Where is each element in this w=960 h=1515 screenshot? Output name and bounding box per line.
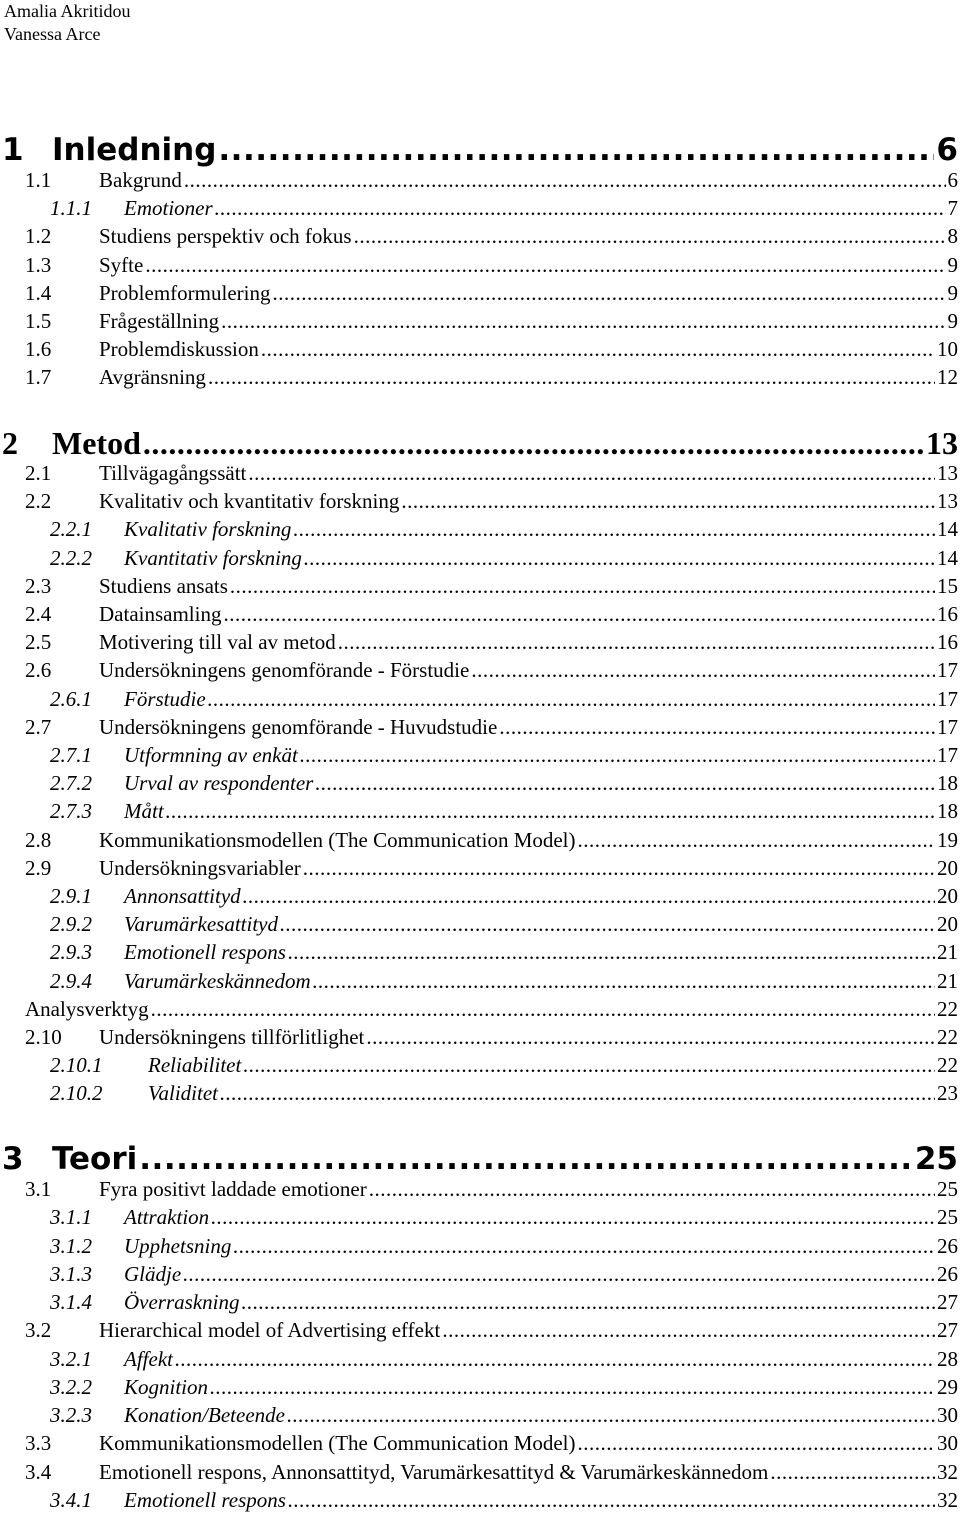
toc-section-entry[interactable]	[0, 856, 958, 881]
toc-subsection-entry[interactable]	[0, 1403, 958, 1428]
toc-entry-title: Emotioner	[124, 196, 213, 220]
toc-entry-title: Syfte	[99, 253, 144, 277]
toc-subsection-entry[interactable]	[0, 743, 958, 768]
toc-entry-number: 3.1.4	[50, 1290, 92, 1314]
toc-entry-page-number: 27	[937, 1290, 958, 1314]
toc-entry-page-number: 16	[937, 630, 958, 654]
toc-entry-title: Fyra positivt laddade emotioner	[99, 1177, 367, 1201]
toc-entry-page-number: 9	[947, 309, 958, 333]
dot-leader	[139, 1141, 913, 1177]
dot-leader	[287, 1403, 935, 1428]
dot-leader	[243, 1053, 935, 1078]
dot-leader	[578, 1431, 935, 1456]
toc-entry-page-number: 30	[937, 1403, 958, 1427]
toc-entry-number: 3.1.1	[50, 1205, 92, 1229]
toc-entry-page-number: 32	[937, 1460, 958, 1484]
toc-entry-number: 3.2.1	[50, 1347, 92, 1371]
toc-entry-page-number: 14	[937, 517, 958, 541]
toc-subsection-entry[interactable]	[0, 546, 958, 571]
toc-section-entry[interactable]	[0, 1025, 958, 1050]
toc-entry-page-number: 10	[937, 337, 958, 361]
toc-entry-page-number: 20	[937, 884, 958, 908]
toc-entry-page-number: 15	[937, 574, 958, 598]
toc-entry-page-number: 8	[947, 224, 958, 248]
toc-entry-number: 1	[2, 132, 24, 168]
toc-entry-page-number: 22	[937, 997, 958, 1021]
toc-entry-title: Utformning av enkät	[124, 743, 298, 767]
toc-subsection-entry[interactable]	[0, 1262, 958, 1287]
dot-leader	[211, 1205, 935, 1230]
toc-entry-title: Kvalitativ och kvantitativ forskning	[99, 489, 400, 513]
toc-entry-page-number: 21	[937, 940, 958, 964]
toc-entry-number: 2.9.3	[50, 940, 92, 964]
toc-subsection-entry[interactable]	[0, 940, 958, 965]
toc-section-entry[interactable]	[0, 168, 958, 193]
toc-entry-number: 1.2	[25, 224, 52, 248]
toc-entry-page-number: 25	[914, 1141, 958, 1177]
toc-entry-title: Upphetsning	[124, 1234, 232, 1258]
toc-entry-title: Mått	[124, 799, 164, 823]
toc-entry-page-number: 9	[947, 281, 958, 305]
toc-entry-title: Förstudie	[124, 687, 206, 711]
toc-entry-title: Undersökningsvariabler	[99, 856, 301, 880]
toc-entry-title: Analysverktyg	[25, 997, 149, 1021]
toc-entry-page-number: 22	[937, 1025, 958, 1049]
toc-entry-title: Hierarchical model of Advertising effekt	[99, 1318, 441, 1342]
toc-entry-page-number: 6	[936, 132, 958, 168]
toc-entry-title: Överraskning	[124, 1290, 240, 1314]
dot-leader	[241, 1290, 935, 1315]
dot-leader	[366, 1025, 935, 1050]
toc-entry-title: Studiens perspektiv och fokus	[99, 224, 352, 248]
toc-entry-number: 1.3	[25, 253, 52, 277]
toc-entry-page-number: 22	[937, 1053, 958, 1077]
toc-subsection-entry[interactable]	[0, 1290, 958, 1315]
dot-leader	[243, 884, 935, 909]
dot-leader	[300, 743, 935, 768]
toc-entry-page-number: 27	[937, 1318, 958, 1342]
toc-entry-title: Teori	[52, 1141, 138, 1177]
toc-entry-number: 2.1	[25, 461, 52, 485]
toc-entry-number: 2.6.1	[50, 687, 92, 711]
toc-entry-title: Undersökningens genomförande - Huvudstudie	[99, 715, 498, 739]
toc-entry-number: 2.4	[25, 602, 52, 626]
toc-entry-page-number: 21	[937, 969, 958, 993]
toc-entry-title: Kvalitativ forskning	[124, 517, 292, 541]
dot-leader	[578, 828, 935, 853]
toc-entry-number: 2.6	[25, 658, 52, 682]
dot-leader	[369, 1177, 935, 1202]
toc-entry-number: 1.7	[25, 365, 52, 389]
toc-subsection-entry[interactable]	[0, 912, 958, 937]
toc-entry-number: 2.7.1	[50, 743, 92, 767]
dot-leader	[143, 425, 924, 462]
toc-entry-title: Affekt	[124, 1347, 173, 1371]
toc-entry-title: Problemformulering	[99, 281, 271, 305]
toc-entry-number: 1.6	[25, 337, 52, 361]
toc-entry-page-number: 13	[926, 425, 958, 461]
toc-subsection-entry[interactable]	[0, 969, 958, 994]
toc-subsection-entry[interactable]	[0, 196, 958, 221]
dot-leader	[220, 1081, 935, 1106]
toc-section-entry[interactable]	[0, 365, 958, 390]
toc-entry-number: 3.2.3	[50, 1403, 92, 1427]
toc-entry-title: Studiens ansats	[99, 574, 228, 598]
toc-section-entry[interactable]	[0, 1460, 958, 1485]
toc-entry-title: Varumärkesattityd	[124, 912, 278, 936]
dot-leader	[499, 715, 935, 740]
toc-entry-number: 3.1.2	[50, 1234, 92, 1258]
dot-leader	[175, 1347, 935, 1372]
toc-subsection-entry[interactable]	[0, 1488, 958, 1513]
dot-leader	[471, 658, 935, 683]
toc-entry-title: Kognition	[124, 1375, 209, 1399]
dot-leader	[208, 365, 935, 390]
toc-entry-page-number: 17	[937, 715, 958, 739]
toc-entry-number: 2.9.2	[50, 912, 92, 936]
toc-chapter-entry[interactable]	[0, 1141, 958, 1177]
dot-leader	[338, 630, 935, 655]
toc-subsection-entry[interactable]	[0, 1053, 958, 1078]
toc-entry-number: 1.1.1	[50, 196, 92, 220]
toc-entry-number: 2.7	[25, 715, 52, 739]
dot-leader	[770, 1460, 935, 1485]
toc-entry-title: Datainsamling	[99, 602, 222, 626]
toc-section-entry[interactable]	[0, 630, 958, 655]
toc-entry-page-number: 30	[937, 1431, 958, 1455]
toc-entry-number: 3.1	[25, 1177, 52, 1201]
toc-entry-title: Bakgrund	[99, 168, 182, 192]
toc-entry-number: 2.9.1	[50, 884, 92, 908]
toc-entry-page-number: 16	[937, 602, 958, 626]
toc-subsection-entry[interactable]	[0, 1375, 958, 1400]
toc-entry-number: 1.5	[25, 309, 52, 333]
toc-entry-title: Undersökningens genomförande - Förstudie	[99, 658, 470, 682]
toc-entry-title: Metod	[52, 425, 141, 461]
toc-section-entry[interactable]	[0, 828, 958, 853]
dot-leader	[303, 856, 935, 881]
toc-entry-number: 2.7.3	[50, 799, 92, 823]
toc-entry-title: Kommunikationsmodellen (The Communication Model)	[99, 1431, 576, 1455]
toc-entry-number: 2.2	[25, 489, 52, 513]
dot-leader	[151, 997, 935, 1022]
toc-entry-title: Motivering till val av metod	[99, 630, 336, 654]
toc-section-entry[interactable]	[0, 281, 958, 306]
toc-entry-number: 2.9.4	[50, 969, 92, 993]
dot-leader	[315, 771, 935, 796]
author-name: Vanessa Arce	[4, 24, 101, 44]
toc-entry-number: 2	[2, 425, 18, 461]
toc-entry-number: 2.10.2	[50, 1081, 103, 1105]
toc-subsection-entry[interactable]	[0, 1081, 958, 1106]
toc-entry-page-number: 25	[937, 1205, 958, 1229]
toc-entry-page-number: 20	[937, 912, 958, 936]
toc-entry-title: Annonsattityd	[124, 884, 241, 908]
dot-leader	[215, 196, 946, 221]
toc-entry-title: Varumärkeskännedom	[124, 969, 311, 993]
toc-section-entry[interactable]	[0, 309, 958, 334]
toc-entry-page-number: 13	[937, 461, 958, 485]
toc-section-entry[interactable]	[0, 1431, 958, 1456]
toc-subsection-entry[interactable]	[0, 771, 958, 796]
toc-section-entry[interactable]	[0, 253, 958, 278]
toc-entry-number: 2.5	[25, 630, 52, 654]
toc-entry-title: Validitet	[148, 1081, 218, 1105]
toc-section-entry[interactable]	[0, 715, 958, 740]
toc-entry-title: Emotionell respons	[124, 1488, 286, 1512]
toc-chapter-entry[interactable]	[0, 132, 958, 168]
dot-leader	[401, 489, 935, 514]
toc-entry-page-number: 29	[937, 1375, 958, 1399]
toc-entry-title: Problemdiskussion	[99, 337, 259, 361]
toc-entry-page-number: 17	[937, 687, 958, 711]
toc-entry-title: Inledning	[52, 132, 217, 168]
toc-entry-number: 1.4	[25, 281, 52, 305]
toc-entry-number: 2.3	[25, 574, 52, 598]
dot-leader	[313, 969, 935, 994]
toc-entry-number: 2.10.1	[50, 1053, 103, 1077]
toc-entry-page-number: 26	[937, 1262, 958, 1286]
toc-section-entry[interactable]	[0, 1318, 958, 1343]
toc-entry-number: 1.1	[25, 168, 52, 192]
toc-entry-page-number: 26	[937, 1234, 958, 1258]
toc-entry-number: 3.3	[25, 1431, 52, 1455]
toc-entry-number: 3.2.2	[50, 1375, 92, 1399]
toc-entry-title: Emotionell respons, Annonsattityd, Varumärkesattityd & Varumärkeskännedom	[99, 1460, 769, 1484]
dot-leader	[304, 546, 935, 571]
toc-entry-page-number: 25	[937, 1177, 958, 1201]
toc-entry-page-number: 12	[937, 365, 958, 389]
toc-entry-page-number: 7	[947, 196, 958, 220]
toc-entry-page-number: 28	[937, 1347, 958, 1371]
toc-entry-title: Reliabilitet	[148, 1053, 242, 1077]
author-name: Amalia Akritidou	[4, 1, 131, 21]
toc-entry-number: 2.2.2	[50, 546, 92, 570]
dot-leader	[145, 253, 945, 278]
toc-subsection-entry[interactable]	[0, 1205, 958, 1230]
dot-leader	[218, 132, 934, 168]
toc-entry-title: Avgränsning	[99, 365, 206, 389]
toc-entry-page-number: 18	[937, 771, 958, 795]
toc-entry-title: Glädje	[124, 1262, 182, 1286]
dot-leader	[184, 168, 946, 193]
toc-entry-page-number: 9	[947, 253, 958, 277]
dot-leader	[210, 1375, 935, 1400]
toc-section-entry[interactable]	[0, 997, 958, 1022]
toc-chapter-entry[interactable]	[0, 425, 958, 462]
toc-section-entry[interactable]	[0, 574, 958, 599]
toc-entry-number: 2.2.1	[50, 517, 92, 541]
toc-section-entry[interactable]	[0, 224, 958, 249]
toc-entry-number: 2.9	[25, 856, 52, 880]
toc-entry-title: Tillvägagångssätt	[99, 461, 247, 485]
toc-entry-page-number: 6	[947, 168, 958, 192]
dot-leader	[354, 224, 946, 249]
dot-leader	[208, 687, 935, 712]
dot-leader	[233, 1234, 935, 1259]
dot-leader	[221, 309, 945, 334]
toc-entry-number: 3.2	[25, 1318, 52, 1342]
toc-entry-title: Kvantitativ forskning	[124, 546, 302, 570]
toc-entry-title: Konation/Beteende	[124, 1403, 285, 1427]
toc-entry-number: 2.10	[25, 1025, 62, 1049]
dot-leader	[272, 281, 945, 306]
toc-entry-page-number: 13	[937, 489, 958, 513]
toc-entry-title: Undersökningens tillförlitlighet	[99, 1025, 365, 1049]
toc-section-entry[interactable]	[0, 461, 958, 486]
dot-leader	[230, 574, 935, 599]
toc-subsection-entry[interactable]	[0, 687, 958, 712]
toc-entry-title: Frågeställning	[99, 309, 220, 333]
dot-leader	[261, 337, 935, 362]
toc-subsection-entry[interactable]	[0, 799, 958, 824]
toc-entry-page-number: 23	[937, 1081, 958, 1105]
dot-leader	[288, 1488, 935, 1513]
toc-entry-number: 3.4.1	[50, 1488, 92, 1512]
toc-section-entry[interactable]	[0, 602, 958, 627]
toc-entry-page-number: 14	[937, 546, 958, 570]
dot-leader	[223, 602, 935, 627]
toc-entry-page-number: 17	[937, 658, 958, 682]
toc-entry-title: Urval av respondenter	[124, 771, 314, 795]
dot-leader	[248, 461, 935, 486]
toc-entry-page-number: 19	[937, 828, 958, 852]
toc-entry-title: Emotionell respons	[124, 940, 286, 964]
dot-leader	[166, 799, 935, 824]
dot-leader	[280, 912, 935, 937]
dot-leader	[293, 517, 935, 542]
toc-entry-number: 3.4	[25, 1460, 52, 1484]
toc-section-entry[interactable]	[0, 658, 958, 683]
toc-subsection-entry[interactable]	[0, 884, 958, 909]
toc-entry-title: Attraktion	[124, 1205, 210, 1229]
toc-section-entry[interactable]	[0, 1177, 958, 1202]
toc-entry-number: 2.7.2	[50, 771, 92, 795]
toc-subsection-entry[interactable]	[0, 1347, 958, 1372]
dot-leader	[288, 940, 935, 965]
toc-entry-number: 2.8	[25, 828, 52, 852]
toc-entry-number: 3.1.3	[50, 1262, 92, 1286]
toc-entry-title: Kommunikationsmodellen (The Communication Model)	[99, 828, 576, 852]
toc-section-entry[interactable]	[0, 337, 958, 362]
toc-entry-page-number: 17	[937, 743, 958, 767]
toc-entry-number: 3	[2, 1141, 24, 1177]
toc-entry-page-number: 18	[937, 799, 958, 823]
toc-section-entry[interactable]	[0, 489, 958, 514]
toc-entry-page-number: 20	[937, 856, 958, 880]
toc-subsection-entry[interactable]	[0, 1234, 958, 1259]
dot-leader	[183, 1262, 935, 1287]
toc-entry-page-number: 32	[937, 1488, 958, 1512]
toc-subsection-entry[interactable]	[0, 517, 958, 542]
dot-leader	[442, 1318, 935, 1343]
author-names	[4, 0, 130, 46]
